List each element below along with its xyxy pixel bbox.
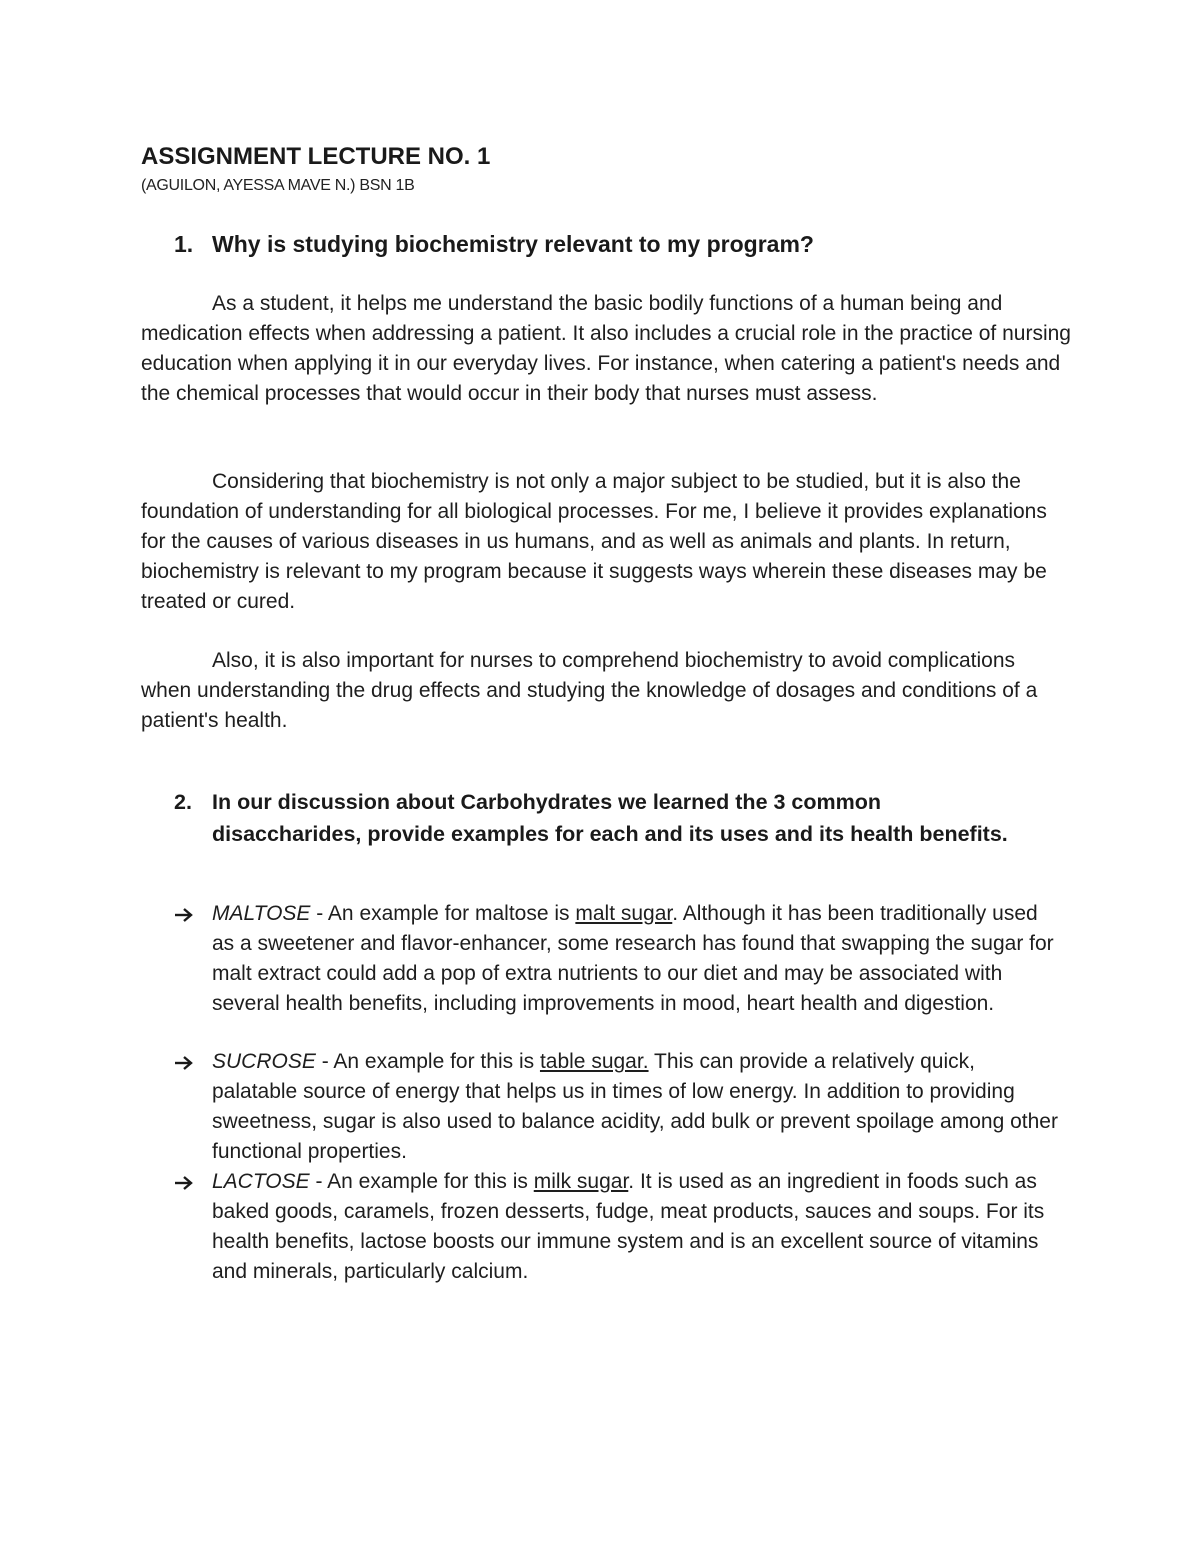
list-item-text [212, 1167, 1062, 1287]
document-title: ASSIGNMENT LECTURE NO. 1 [141, 143, 491, 170]
example-lead: - An example for this is [315, 1050, 540, 1073]
answer-paragraph-3: Also, it is also important for nurses to comprehend biochemistry to avoid complications when understanding the drug effects and studying the knowledge of dosages and conditions of a patient's health. [141, 649, 1038, 732]
sugar-term: MALTOSE [212, 902, 311, 925]
question-number: 2. [174, 790, 192, 814]
example-name: table sugar. [539, 1050, 649, 1073]
example-description: . It is used as an ingredient in foods such as baked goods, caramels, frozen desserts, fudge, meat products, sauces and soups. For its health benefits, lactose boosts our immune system and is an excellent source of vitamins and minerals, particularly calcium. [212, 1170, 1045, 1283]
right-arrow-icon [174, 1047, 204, 1077]
sugar-term: LACTOSE [212, 1170, 310, 1193]
sugar-term: SUCROSE [212, 1050, 316, 1073]
list-item-text [212, 899, 1062, 1019]
question-text: In our discussion about Carbohydrates we learned the 3 common disaccharides, provide examples for each and its uses and its health benefits. [212, 790, 1008, 846]
question-number: 1. [174, 231, 194, 257]
example-description: . Although it has been traditionally used as a sweetener and flavor-enhancer, some research has found that swapping the sugar for malt extract could add a pop of extra nutrients to our diet and may be associated with several health benefits, including improvements in mood, heart health and digestion. [212, 902, 1054, 1015]
right-arrow-icon [174, 1167, 204, 1197]
right-arrow-icon [174, 899, 204, 929]
answer-paragraph-2: Considering that biochemistry is not only a major subject to be studied, but it is also the foundation of understanding for all biological processes. For me, I believe it provides explanations for the causes of various diseases in us humans, and as well as animals and plants. In return, biochemistry is relevant to my program because it suggests ways wherein these diseases may be treated or cured. [141, 470, 1047, 613]
list-item-text [212, 1047, 1062, 1167]
example-name: milk sugar [533, 1170, 629, 1193]
example-lead: - An example for maltose is [310, 902, 576, 925]
example-name: malt sugar [575, 902, 673, 925]
student-info: (AGUILON, AYESSA MAVE N.) BSN 1B [141, 177, 415, 194]
example-description: This can provide a relatively quick, palatable source of energy that helps us in times of low energy. In addition to providing sweetness, sugar is also used to balance acidity, add bulk or prevent spoilage among other functional properties. [212, 1050, 1058, 1163]
question-text: Why is studying biochemistry relevant to my program? [212, 231, 814, 257]
example-lead: - An example for this is [309, 1170, 534, 1193]
answer-paragraph-1: As a student, it helps me understand the basic bodily functions of a human being and medication effects when addressing a patient. It also includes a crucial role in the practice of nursing education when applying it in our everyday lives. For instance, when catering a patient's needs and the chemical processes that would occur in their body that nurses must assess. [141, 292, 1071, 405]
